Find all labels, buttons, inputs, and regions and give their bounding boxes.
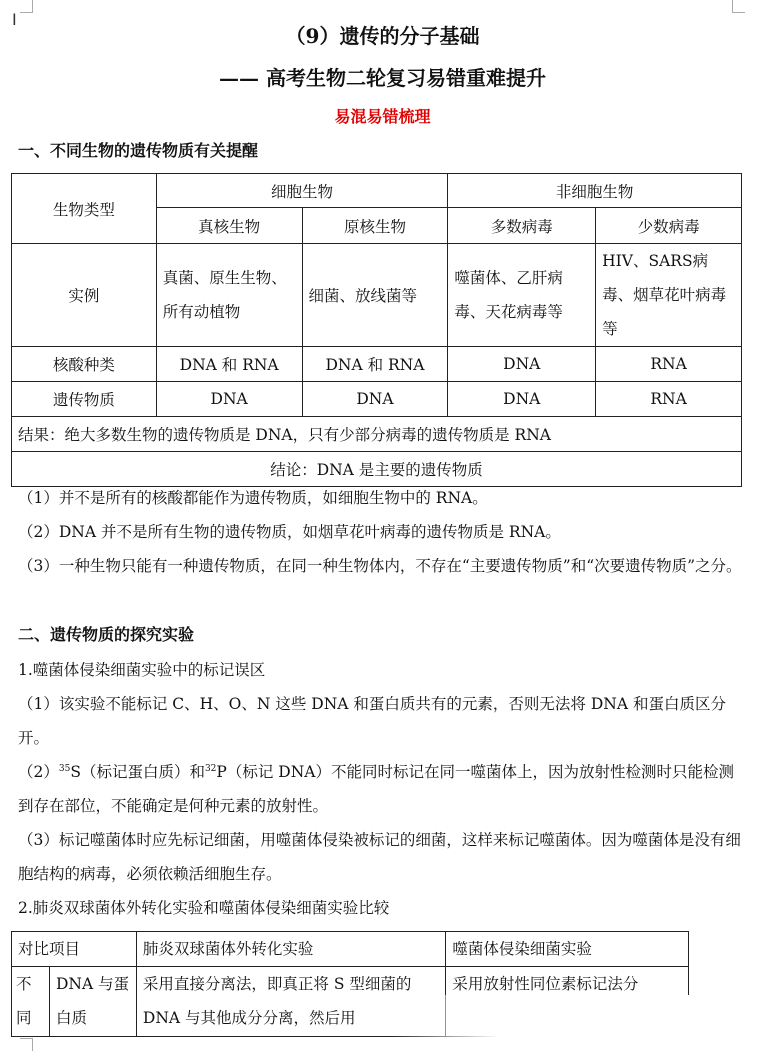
- cell-noncellular-organisms: 非细胞生物: [448, 174, 742, 208]
- cell-type-header: 生物类型: [12, 174, 157, 244]
- cell-dna-protein: DNA 与蛋白质: [49, 967, 136, 1037]
- sup-32: 32: [204, 763, 217, 774]
- document-subtitle: —— 高考生物二轮复习易错重难提升: [219, 66, 546, 90]
- cell-phage-header: 噬菌体侵染细菌实验: [446, 932, 689, 967]
- genetic-material-table: [11, 173, 742, 487]
- cell-genetic-prokaryote: DNA: [302, 382, 448, 417]
- cell-prokaryote: 原核生物: [302, 208, 448, 244]
- cell-genetic-eukaryote: DNA: [156, 382, 302, 417]
- cell-most-viruses: 多数病毒: [448, 208, 596, 244]
- cell-phage-text: 采用放射性同位素标记法分: [446, 967, 689, 1037]
- page-corner-mark: [20, 0, 33, 13]
- heading-genetic-material: 一、不同生物的遗传物质有关提醒: [18, 141, 259, 160]
- cell-genetic-few-viruses: RNA: [596, 382, 742, 417]
- cell-example-few-viruses: HIV、SARS病毒、烟草花叶病毒等: [596, 244, 742, 347]
- item-2-text-b: P（标记 DNA）不能同时标记在同一噬菌体上，因为放射性检测时只能检测到存在部位，不能确定是何种元素的放射性。: [18, 763, 734, 815]
- cell-result: 结果：绝大多数生物的遗传物质是 DNA，只有少部分病毒的遗传物质是 RNA: [12, 417, 742, 452]
- note-3: （3）一种生物只能有一种遗传物质，在同一种生物体内，不存在“主要遗传物质”和“次要遗传物质”之分。: [18, 557, 742, 575]
- sup-35: 35: [58, 763, 71, 774]
- watermark-fade: [390, 995, 700, 1045]
- page-corner-mark: [732, 0, 745, 13]
- subheading-comparison: 2.肺炎双球菌体外转化实验和噬菌体侵染细菌实验比较: [18, 899, 390, 917]
- cell-example-most-viruses: 噬菌体、乙肝病毒、天花病毒等: [448, 244, 596, 347]
- subheading-labeling-errors: 1.噬菌体侵染细菌实验中的标记误区: [18, 661, 266, 679]
- item-2: [18, 755, 748, 823]
- cell-nucleic-eukaryote: DNA 和 RNA: [156, 347, 302, 382]
- cell-nucleic-most-viruses: DNA: [448, 347, 596, 382]
- cell-pneumo-header: 肺炎双球菌体外转化实验: [136, 932, 446, 967]
- item-2-prefix: （2）: [18, 763, 59, 781]
- cell-nucleic-label: 核酸种类: [12, 347, 157, 382]
- cell-pneumo-text: 采用直接分离法，即真正将 S 型细菌的 DNA 与其他成分分离，然后用: [136, 967, 446, 1037]
- cell-genetic-label: 遗传物质: [12, 382, 157, 417]
- note-1: （1）并不是所有的核酸都能作为遗传物质，如细胞生物中的 RNA。: [18, 489, 488, 507]
- item-1: （1）该实验不能标记 C、H、O、N 这些 DNA 和蛋白质共有的元素，否则无法将 DNA 和蛋白质区分开。: [18, 695, 726, 747]
- cell-difference: 不同: [12, 967, 50, 1037]
- document-title: （9）遗传的分子基础: [285, 24, 480, 48]
- cell-few-viruses: 少数病毒: [596, 208, 742, 244]
- cell-genetic-most-viruses: DNA: [448, 382, 596, 417]
- heading-experiments: 二、遗传物质的探究实验: [18, 625, 195, 644]
- cell-example-eukaryote: 真菌、原生生物、所有动植物: [156, 244, 302, 347]
- cell-example-label: 实例: [12, 244, 157, 347]
- section-label: 易混易错梳理: [334, 107, 431, 126]
- cell-example-prokaryote: 细菌、放线菌等: [302, 244, 448, 347]
- text-cursor-icon: I: [12, 10, 17, 29]
- note-2: （2）DNA 并不是所有生物的遗传物质，如烟草花叶病毒的遗传物质是 RNA。: [18, 523, 561, 541]
- item-3: （3）标记噬菌体时应先标记细菌，用噬菌体侵染被标记的细菌，这样来标记噬菌体。因为噬菌体是没有细胞结构的病毒，必须依赖活细胞生存。: [18, 831, 741, 883]
- cell-nucleic-prokaryote: DNA 和 RNA: [302, 347, 448, 382]
- cell-eukaryote: 真核生物: [156, 208, 302, 244]
- item-2-text-a: S（标记蛋白质）和: [70, 763, 205, 781]
- cell-nucleic-few-viruses: RNA: [596, 347, 742, 382]
- cell-compare-item: 对比项目: [12, 932, 137, 967]
- page-corner-mark: [20, 1038, 33, 1051]
- cell-conclusion: 结论：DNA 是主要的遗传物质: [12, 452, 742, 487]
- cell-cellular-organisms: 细胞生物: [156, 174, 448, 208]
